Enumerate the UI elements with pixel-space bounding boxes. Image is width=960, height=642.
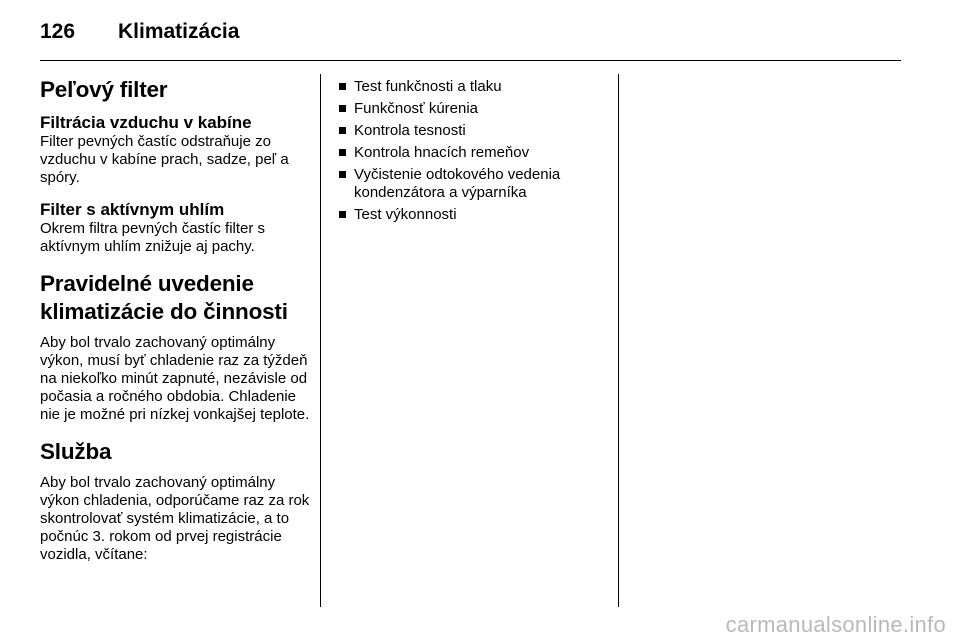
square-bullet-icon — [339, 211, 346, 218]
service-check-list — [338, 78, 608, 224]
subsection-title-activated-carbon: Filter s aktívnym uhlím — [40, 200, 225, 219]
list-item-text: Test výkonnosti — [354, 206, 457, 223]
list-item-text: Funkčnosť kúrenia — [354, 100, 479, 117]
list-item — [338, 78, 608, 96]
list-item — [338, 144, 608, 162]
list-item-text: Kontrola tesnosti — [354, 122, 466, 139]
header-rule — [40, 60, 901, 61]
left-column — [40, 70, 312, 564]
list-item — [338, 122, 608, 140]
square-bullet-icon — [339, 105, 346, 112]
square-bullet-icon — [339, 171, 346, 178]
square-bullet-icon — [339, 149, 346, 156]
paragraph-cabin-air: Filter pevných častíc odstraňuje zo vzduchu v kabíne prach, sadze, peľ a spóry. — [40, 133, 289, 186]
list-item — [338, 166, 608, 202]
chapter-title: Klimatizácia — [118, 20, 240, 43]
page-number: 126 — [40, 20, 76, 43]
list-item-text: Vyčistenie odtokového vedenia kondenzátora a výparníka — [354, 166, 561, 201]
list-item-text: Test funkčnosti a tlaku — [354, 78, 502, 95]
section-title-pollen-filter: Peľový filter — [40, 77, 168, 102]
section-title-regular-operation: Pravidelné uvedenie klimatizácie do činnosti — [40, 271, 288, 324]
list-item — [338, 100, 608, 118]
paragraph-activated-carbon: Okrem filtra pevných častíc filter s aktívnym uhlím znižuje aj pachy. — [40, 220, 266, 255]
paragraph-regular-operation: Aby bol trvalo zachovaný optimálny výkon, musí byť chladenie raz za týždeň na niekoľko minút zapnuté, nezávisle od počasia a ročného obdobia. Chladenie nie je možné pri nízkej vonkajšej teplote. — [40, 334, 310, 423]
watermark: carmanualsonline.info — [725, 612, 946, 637]
list-item — [338, 206, 608, 224]
column-divider — [618, 74, 619, 607]
subsection-title-cabin-air: Filtrácia vzduchu v kabíne — [40, 113, 252, 132]
middle-column — [338, 78, 608, 228]
paragraph-service: Aby bol trvalo zachovaný optimálny výkon chladenia, odporúčame raz za rok skontrolovať systém klimatizácie, a to počnúc 3. rokom od prvej registrácie vozidla, včítane: — [40, 474, 310, 563]
list-item-text: Kontrola hnacích remeňov — [354, 144, 530, 161]
column-divider — [320, 74, 321, 607]
square-bullet-icon — [339, 83, 346, 90]
section-title-service: Služba — [40, 439, 112, 464]
square-bullet-icon — [339, 127, 346, 134]
